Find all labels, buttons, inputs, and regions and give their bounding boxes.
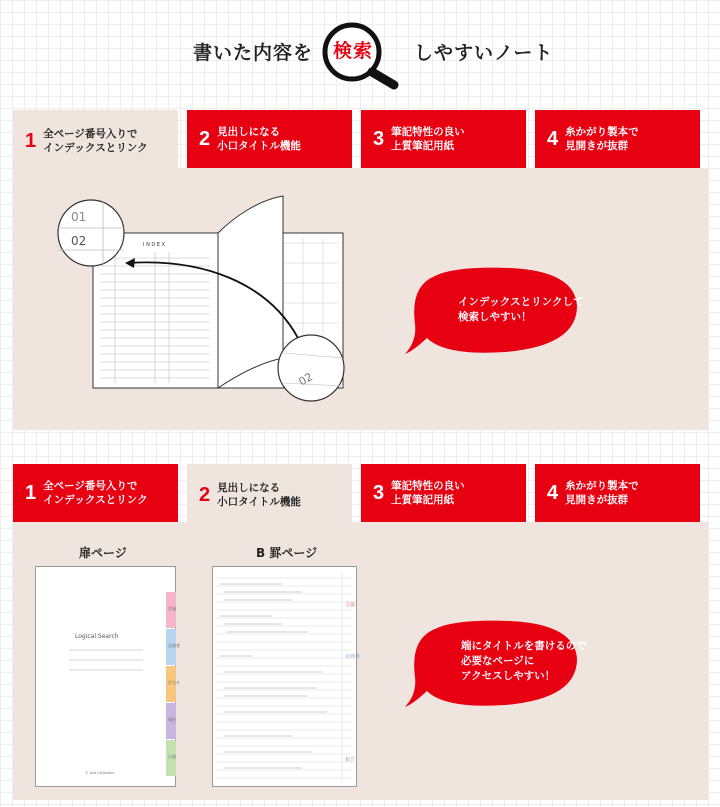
cover-title: Logical Search bbox=[75, 633, 119, 640]
side-tab-text: 会議 bbox=[168, 606, 176, 611]
tab-feature-1[interactable] bbox=[13, 110, 178, 172]
tab-label: 糸かがり製本で 見開きが抜群 bbox=[565, 480, 639, 506]
tab-feature-4[interactable] bbox=[535, 464, 700, 522]
bubble-text: インデックスとリンクして 検索しやすい！ bbox=[458, 296, 584, 323]
tab-feature-2[interactable] bbox=[187, 110, 352, 168]
edge-title: 会議 bbox=[345, 602, 356, 608]
bubble-text: 端にタイトルを書けるので 必要なページに アクセスしやすい！ bbox=[461, 640, 587, 682]
open-notebook-illustration bbox=[43, 188, 373, 408]
cover-page-label: 扉ページ bbox=[79, 546, 127, 560]
title-highlight: 検索 bbox=[332, 40, 373, 62]
tab-number: 2 bbox=[199, 127, 211, 150]
tab-number: 1 bbox=[25, 481, 37, 504]
tab-label: 見出しになる 小口タイトル機能 bbox=[217, 482, 301, 508]
tab-number: 4 bbox=[547, 481, 559, 504]
side-tab-text: 企画書 bbox=[168, 643, 180, 648]
tab-label: 全ページ番号入りで インデックスとリンク bbox=[43, 480, 148, 506]
zoom-number-top: 01 bbox=[71, 210, 87, 224]
feature-panel-1 bbox=[13, 168, 708, 430]
tab-feature-1[interactable] bbox=[13, 464, 178, 522]
side-tab-text: 打合せ bbox=[168, 680, 180, 685]
feature-tabs bbox=[13, 464, 708, 522]
tab-feature-3[interactable] bbox=[361, 110, 526, 168]
tab-label: 見出しになる 小口タイトル機能 bbox=[217, 126, 301, 152]
ruled-page-image bbox=[212, 566, 362, 788]
tab-feature-2[interactable] bbox=[187, 464, 352, 526]
tab-label: 糸かがり製本で 見開きが抜群 bbox=[565, 126, 639, 152]
feature-panel-2 bbox=[13, 522, 708, 800]
tab-label: 筆記特性の良い 上質筆記用紙 bbox=[391, 480, 465, 506]
tab-number: 2 bbox=[199, 483, 211, 506]
tab-feature-4[interactable] bbox=[535, 110, 700, 168]
title-right: しやすいノート bbox=[414, 42, 554, 64]
cover-page-image bbox=[35, 566, 195, 788]
tab-label: 筆記特性の良い 上質筆記用紙 bbox=[391, 126, 465, 152]
title-left: 書いた内容を bbox=[193, 42, 314, 64]
tab-number: 3 bbox=[373, 481, 385, 504]
tab-number: 4 bbox=[547, 127, 559, 150]
zoom-number-main: 02 bbox=[71, 234, 87, 248]
tab-number: 3 bbox=[373, 127, 385, 150]
side-tab-text: 日報 bbox=[168, 754, 176, 759]
ruled-page-label: B 罫ページ bbox=[256, 546, 318, 560]
feature-tabs bbox=[13, 110, 708, 168]
zoom-number-page: 02 bbox=[296, 370, 316, 389]
tab-number: 1 bbox=[25, 129, 37, 152]
tab-feature-3[interactable] bbox=[361, 464, 526, 522]
index-heading: I N D E X bbox=[143, 242, 166, 248]
edge-title: 報告 bbox=[345, 757, 356, 763]
side-tab-text: 報告 bbox=[168, 717, 176, 722]
tab-label: 全ページ番号入りで インデックスとリンク bbox=[43, 128, 148, 154]
page-header bbox=[0, 0, 720, 100]
cover-brand: © and Collection bbox=[85, 771, 115, 775]
edge-title: 企画書 bbox=[345, 654, 361, 660]
